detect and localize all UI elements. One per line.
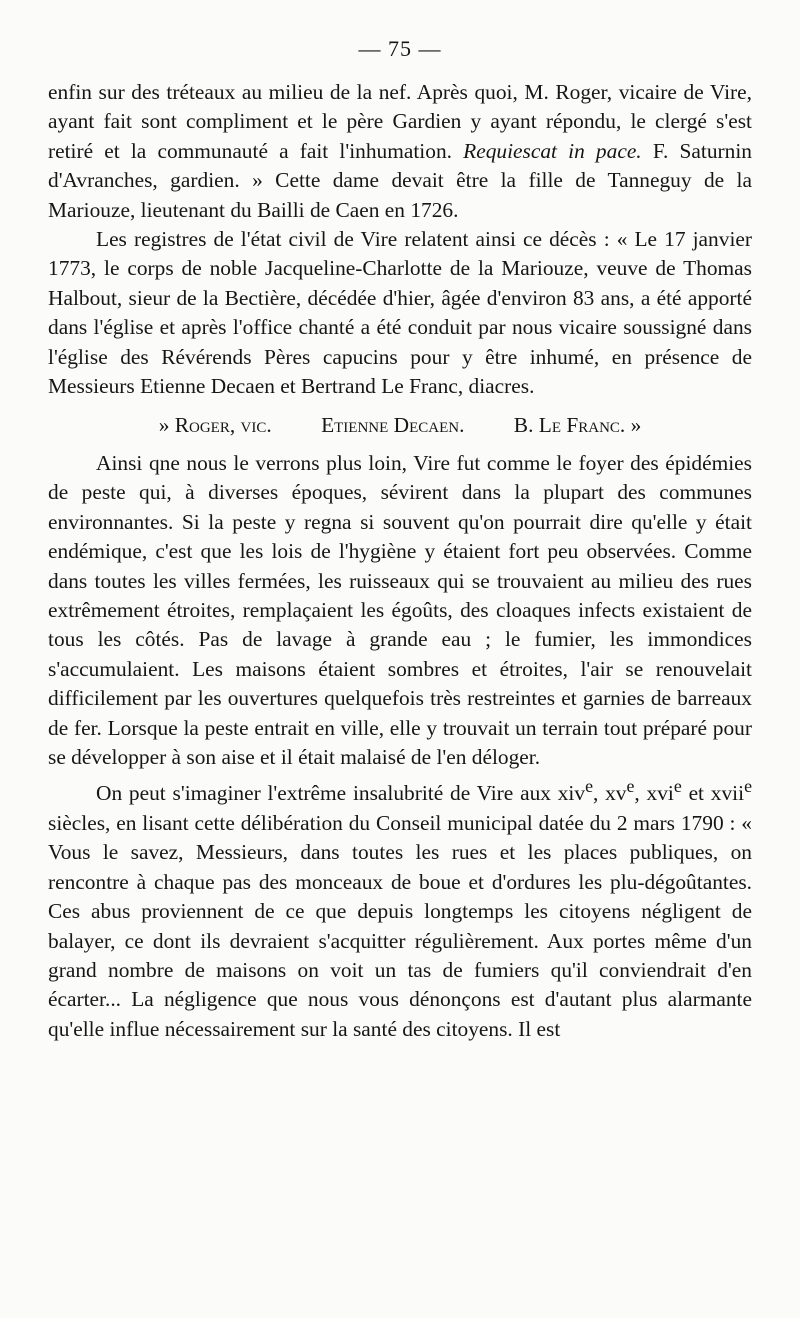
paragraph-4 bbox=[48, 772, 752, 1044]
paragraph-4-text-b: , xv bbox=[592, 781, 627, 806]
century-suffix: e bbox=[744, 776, 752, 797]
century-suffix: e bbox=[673, 776, 682, 797]
paragraph-1-text-start: enfin sur des tréteaux au milieu de la nef. Après quoi, M. Roger, vicaire de Vire, ayant fait sont compliment et le père Gardien y ayant répondu, le clergé s'est retiré et la communauté a fait l'inhumation. bbox=[48, 80, 752, 163]
signature-lefranc: B. Le Franc. » bbox=[513, 413, 642, 438]
paragraph-2: Les registres de l'état civil de Vire relatent ainsi ce décès : « Le 17 janvier 1773, le corps de noble Jacqueline-Charlotte de la Mariouze, veuve de Thomas Halbout, sieur de la Bectière, décédée d'hier, âgée d'environ 83 ans, a été apporté dans l'église et après l'office chanté a été conduit par nous vicaire soussigné dans l'église des Révérends Pères capucins pour y être inhumé, en présence de Messieurs Etienne Decaen et Bertrand Le Franc, diacres. bbox=[48, 227, 752, 399]
century-suffix: e bbox=[585, 776, 593, 797]
latin-phrase: Requiescat in pace. bbox=[463, 138, 642, 163]
paragraph-4-text-e: siècles, en lisant cette délibération du Conseil municipal datée du 2 mars 1790 : « Vous le savez, Messieurs, dans toutes les rues et les places publiques, on rencontre à chaque pas des monceaux de boue et d'ordures les plu-dégoûtantes. Ces abus proviennent de ce que depuis longtemps les citoyens négligent de balayer, ce dont ils devraient s'acquitter régulièrement. Aux portes même d'un grand nombre de maisons on voit un tas de fumiers qu'il conviendrait d'en écarter... La négligence que nous vous dénonçons est d'autant plus alarmante qu'elle influe nécessairement sur la santé des citoyens. Il est bbox=[48, 810, 752, 1041]
signature-line bbox=[48, 401, 752, 448]
signature-roger: » Roger, vic. bbox=[158, 413, 272, 438]
paragraph-4-text-d: et xvii bbox=[681, 781, 745, 806]
page-number: — 75 — bbox=[358, 36, 442, 61]
century-suffix: e bbox=[626, 776, 635, 797]
paragraph-1-text-end: F. Saturnin d'Avranches, gardien. » Cette dame devait être la fille de Tanneguy de la Mariouze, lieutenant du Bailli de Caen en 1726. bbox=[48, 138, 752, 222]
body-text bbox=[48, 78, 752, 1044]
paragraph-1 bbox=[48, 78, 752, 225]
paragraph-4-text-a: On peut s'imaginer l'extrême insalubrité de Vire aux xiv bbox=[96, 781, 586, 806]
paragraph-4-text-c: , xvi bbox=[634, 781, 674, 806]
signature-decaen: Etienne Decaen. bbox=[321, 413, 465, 438]
paragraph-3: Ainsi qne nous le verrons plus loin, Vire fut comme le foyer des épidémies de peste qui, à diverses époques, sévirent dans la plupart des communes environnantes. Si la peste y regna si souvent qu'on pourrait dire qu'elle y était endémique, c'est que les lois de l'hygiène y étaient fort peu observées. Comme dans toutes les villes fermées, les ruisseaux qui se trouvaient au milieu des rues extrêmement étroites, remplaçaient les égoûts, des cloaques infects existaient de tous les côtés. Pas de lavage à grande eau ; le fumier, les immondices s'accumulaient. Les maisons étaient sombres et étroites, l'air se renouvelait difficilement par les ouvertures quelquefois très restreintes et garnies de barreaux de fer. Lorsque la peste entrait en ville, elle y trouvait un terrain tout préparé pour se développer à son aise et il était malaisé de l'en déloger. bbox=[48, 450, 752, 769]
